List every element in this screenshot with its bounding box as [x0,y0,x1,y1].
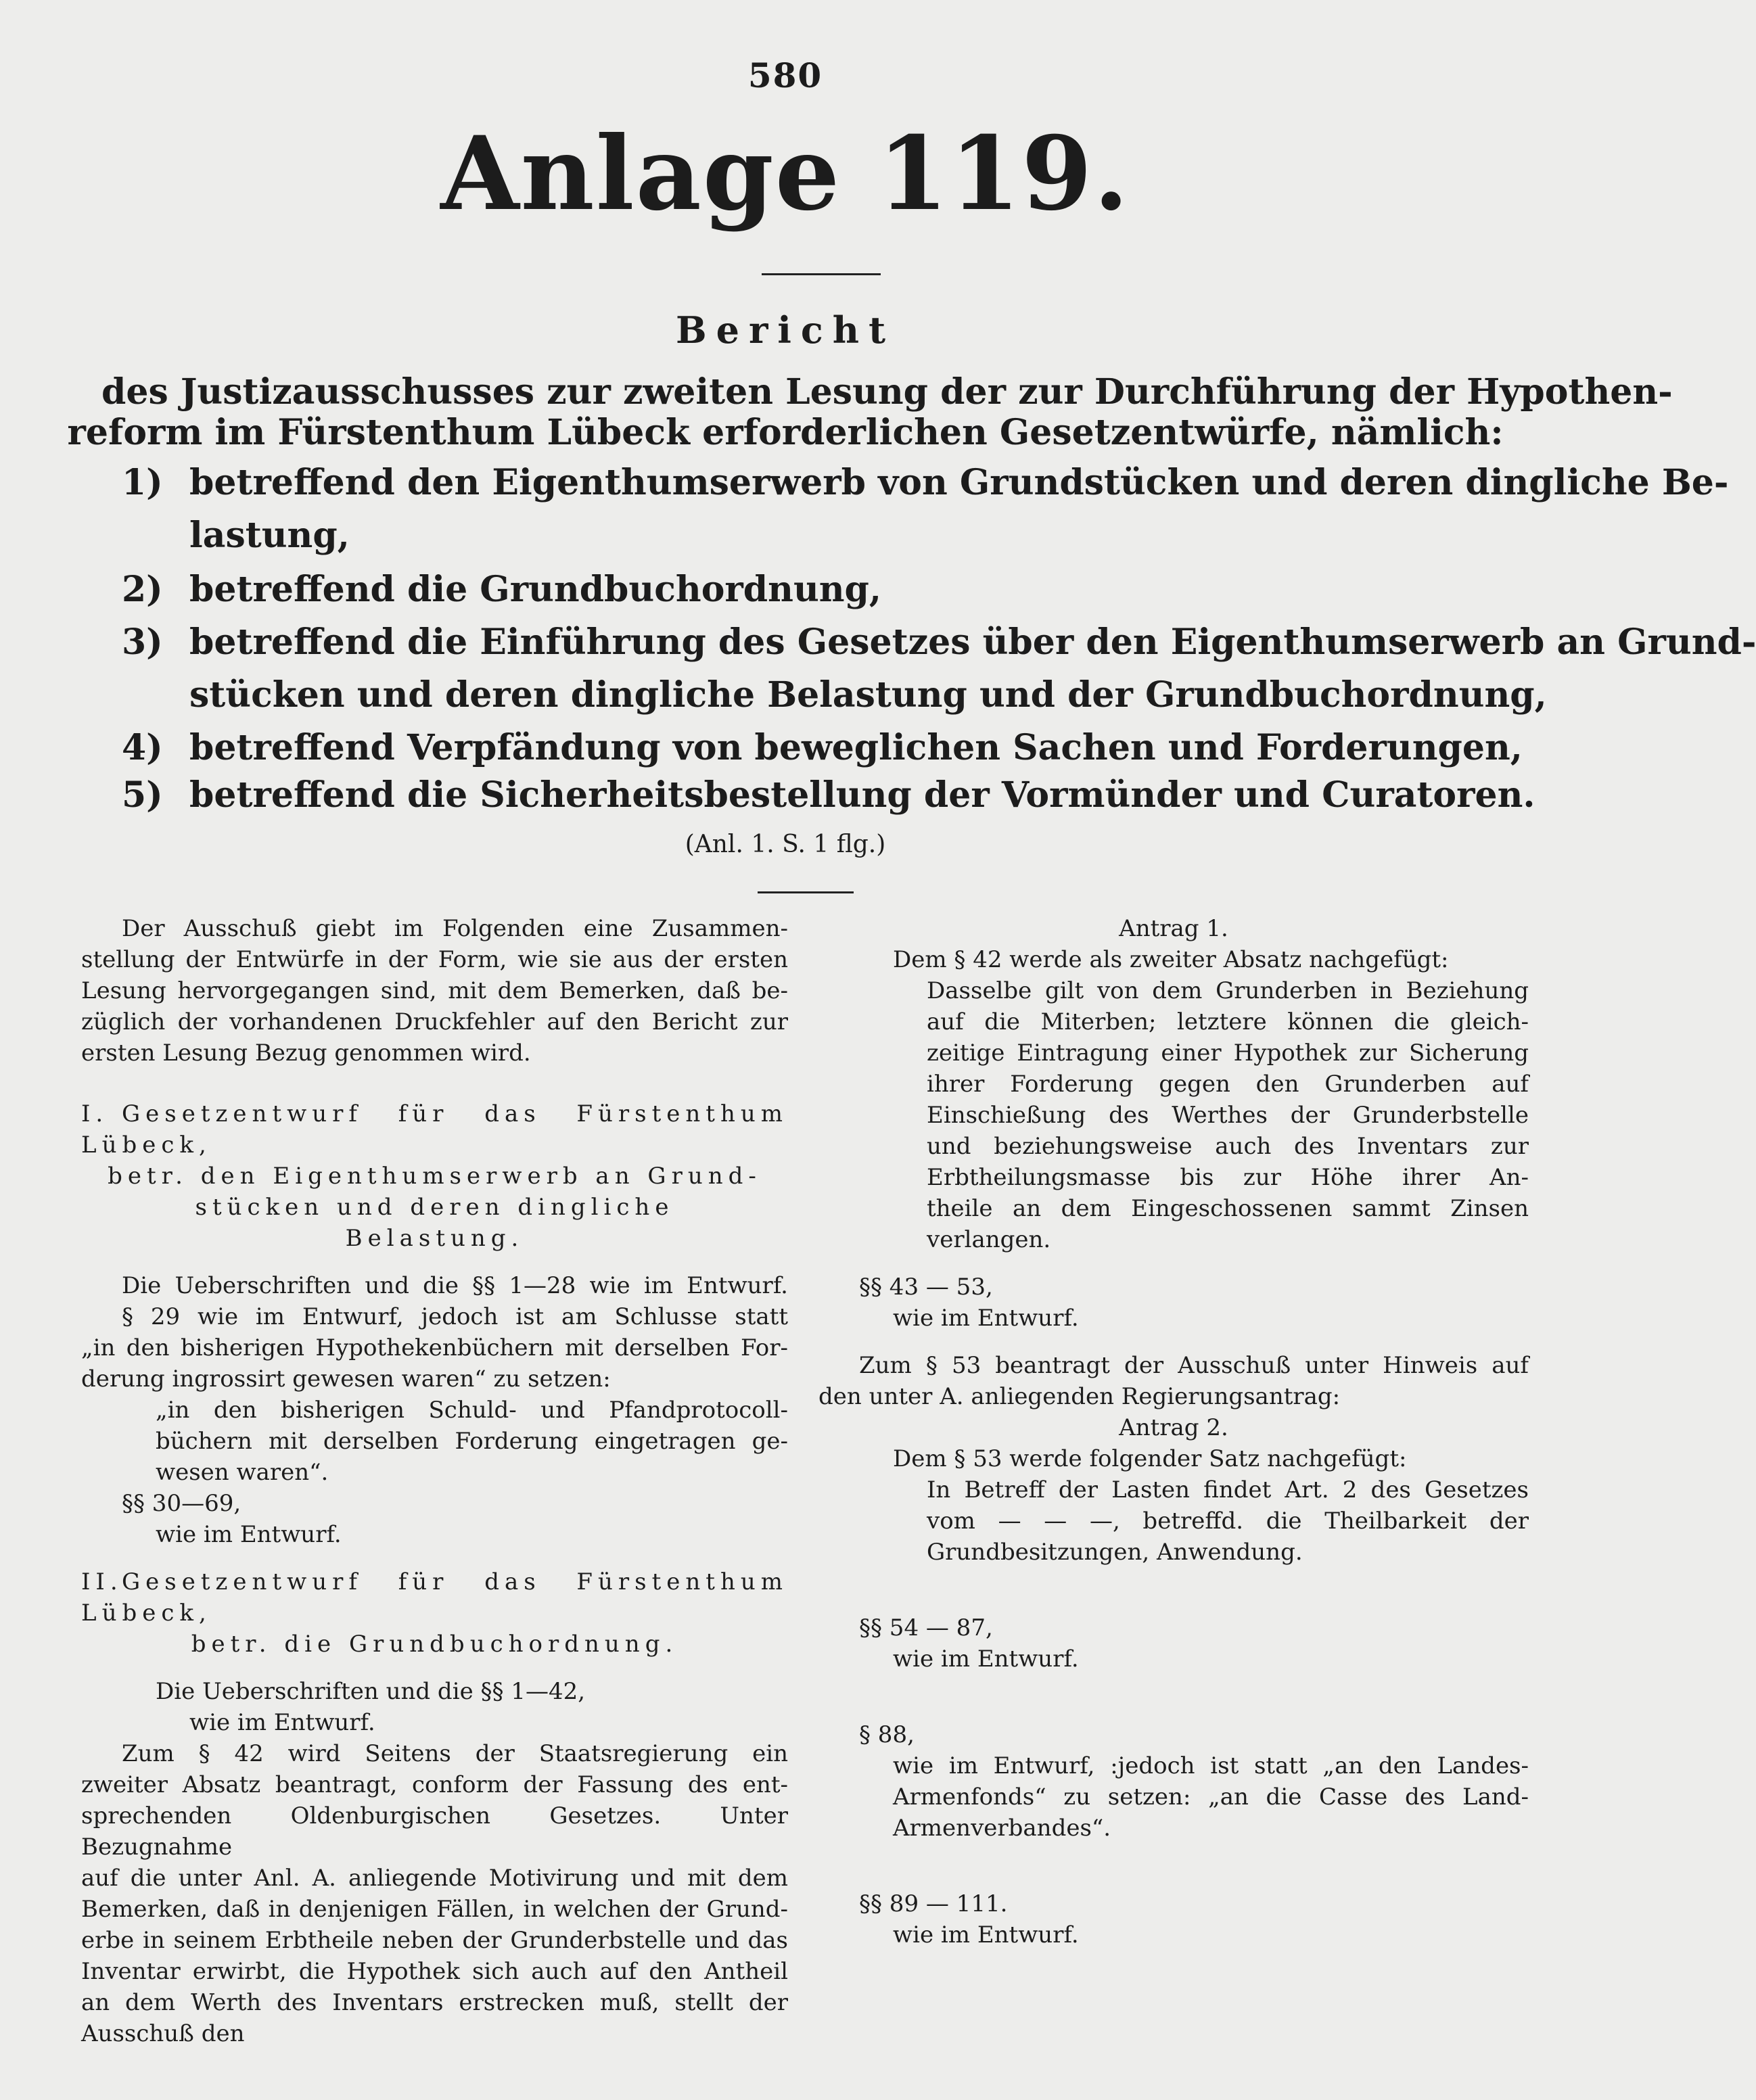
antrag-line: verlangen. [927,1226,1051,1253]
anlage-title: Anlage 119. [440,114,1130,233]
antrag-line: theile an dem Eingeschossenen sammt Zinsen [927,1195,1529,1222]
antrag-line: Dasselbe gilt von dem Grunderben in Beziehung [927,977,1529,1004]
list-item-number: 2) [122,569,163,610]
page-number: 580 [747,55,823,95]
section-rule [758,891,854,893]
list-item-text: betreffend Verpfändung von beweglichen Sachen und Forderungen, [189,727,1523,768]
body-line: §§ 54 — 87, [859,1614,993,1641]
list-item-text: betreffend den Eigenthumserwerb von Grundstücken und deren dingliche Be- [189,462,1729,503]
body-line: wie im Entwurf. [156,1521,342,1548]
body-line: wie im Entwurf, :jedoch ist statt „an den Landes- [893,1752,1529,1779]
body-line: Armenfonds“ zu setzen: „an die Casse des Land- [893,1783,1529,1811]
list-item [122,622,1756,663]
section-heading [81,1566,788,1629]
section-heading [81,1098,788,1161]
body-line: Armenverbandes“. [893,1815,1111,1842]
reference-note: (Anl. 1. S. 1 flg.) [685,831,886,858]
list-item-continuation: lastung, [189,515,350,556]
antrag-line: und beziehungsweise auch des Inventars zur [927,1133,1529,1160]
body-line: zweiter Absatz beantragt, conform der Fassung des ent- [81,1771,788,1798]
antrag-line: In Betreff der Lasten findet Art. 2 des Gesetzes [927,1476,1529,1503]
body-line: wie im Entwurf. [893,1921,1079,1949]
list-item-number: 5) [122,774,163,816]
antrag-title: Antrag 2. [1119,1414,1228,1441]
subtitle-line: reform im Fürstenthum Lübeck erforderlichen Gesetzentwürfe, nämlich: [67,412,1504,453]
section-heading-line: Belastung. [345,1225,524,1252]
body-line: Zum § 42 wird Seitens der Staatsregierung ein [122,1740,788,1767]
antrag-line: zeitige Eintragung einer Hypothek zur Sicherung [927,1040,1529,1067]
body-line: sprechenden Oldenburgischen Gesetzes. Unter Bezugnahme [81,1802,788,1861]
section-numeral: II. [81,1568,123,1595]
body-line: §§ 43 — 53, [859,1274,993,1301]
antrag-line: ihrer Forderung gegen den Grunderben auf [927,1071,1529,1098]
list-item-number: 1) [122,462,163,503]
body-line: erbe in seinem Erbtheile neben der Grunderbstelle und das [81,1927,788,1954]
list-item-text: betreffend die Grundbuchordnung, [189,569,882,610]
antrag-line: Erbtheilungsmasse bis zur Höhe ihrer An- [927,1164,1529,1191]
body-line: Die Ueberschriften und die §§ 1—28 wie im Entwurf. [122,1272,788,1299]
section-numeral: I. [81,1100,109,1127]
section-heading-text: Gesetzentwurf für das Fürstenthum Lübeck, [81,1568,788,1627]
body-line: wie im Entwurf. [893,1305,1079,1332]
right-column [818,913,1529,1951]
antrag-lead: Dem § 53 werde folgender Satz nachgefügt: [893,1445,1407,1472]
body-line: wie im Entwurf. [189,1709,375,1736]
body-line: wie im Entwurf. [893,1646,1079,1673]
list-item [122,727,1529,768]
intro-line: züglich der vorhandenen Druckfehler auf den Bericht zur [81,1008,788,1035]
quote-line: „in den bisherigen Schuld- und Pfandprotocoll- [156,1397,788,1424]
antrag-title: Antrag 1. [1119,915,1228,942]
body-line: Die Ueberschriften und die §§ 1—42, [156,1678,586,1705]
body-line: Zum § 53 beantragt der Ausschuß unter Hinweis auf [859,1352,1529,1379]
intro-line: stellung der Entwürfe in der Form, wie sie aus der ersten [81,946,788,973]
list-item-text: betreffend die Einführung des Gesetzes über den Eigenthumserwerb an Grund- [189,622,1756,663]
section-heading-line: stücken und deren dingliche [195,1194,674,1221]
body-line: Bemerken, daß in denjenigen Fällen, in welchen der Grund- [81,1896,788,1923]
antrag-line: vom — — —, betreffd. die Theilbarkeit der [927,1508,1529,1535]
body-line: derung ingrossirt gewesen waren“ zu setzen: [81,1366,611,1393]
quote-line: wesen waren“. [156,1459,329,1486]
list-item-number: 3) [122,622,163,663]
list-item [122,462,1729,503]
list-item-continuation: stücken und deren dingliche Belastung und der Grundbuchordnung, [189,674,1547,716]
body-line: Inventar erwirbt, die Hypothek sich auch auf den Antheil [81,1958,788,1985]
intro-line: ersten Lesung Bezug genommen wird. [81,1040,531,1067]
section-heading-text: Gesetzentwurf für das Fürstenthum Lübeck, [81,1100,788,1159]
list-item [122,569,1529,610]
quote-line: büchern mit derselben Forderung eingetragen ge- [156,1428,788,1455]
list-item-text: betreffend die Sicherheitsbestellung der Vormünder und Curatoren. [189,774,1535,816]
body-line: § 29 wie im Entwurf, jedoch ist am Schlusse statt [122,1303,788,1330]
title-rule [762,273,881,275]
body-line: Ausschuß den [81,2020,245,2047]
body-line: „in den bisherigen Hypothekenbüchern mit derselben For- [81,1334,788,1361]
body-line: §§ 89 — 111. [859,1890,1008,1917]
body-line: auf die unter Anl. A. anliegende Motivirung und mit dem [81,1865,788,1892]
intro-line: Der Ausschuß giebt im Folgenden eine Zusammen- [122,915,788,942]
antrag-line: Einschießung des Werthes der Grunderbstelle [927,1102,1529,1129]
bericht-heading: Bericht [675,308,896,352]
subtitle-line: des Justizausschusses zur zweiten Lesung der zur Durchführung der Hypothen- [101,371,1673,413]
antrag-lead: Dem § 42 werde als zweiter Absatz nachgefügt: [893,946,1449,973]
left-column [81,913,788,2049]
body-line: an dem Werth des Inventars erstrecken muß, stellt der [81,1989,788,2016]
body-line: §§ 30—69, [122,1490,241,1517]
intro-line: Lesung hervorgegangen sind, mit dem Bemerken, daß be- [81,977,788,1004]
section-heading-line: betr. die Grundbuchordnung. [191,1631,678,1658]
body-line: den unter A. anliegenden Regierungsantrag: [818,1383,1341,1410]
list-item [122,774,1535,816]
antrag-line: auf die Miterben; letztere können die gleich- [927,1008,1529,1035]
list-item-number: 4) [122,727,163,768]
section-heading-line: betr. den Eigenthumserwerb an Grund- [108,1163,762,1190]
body-line: § 88, [859,1721,915,1748]
antrag-line: Grundbesitzungen, Anwendung. [927,1539,1303,1566]
